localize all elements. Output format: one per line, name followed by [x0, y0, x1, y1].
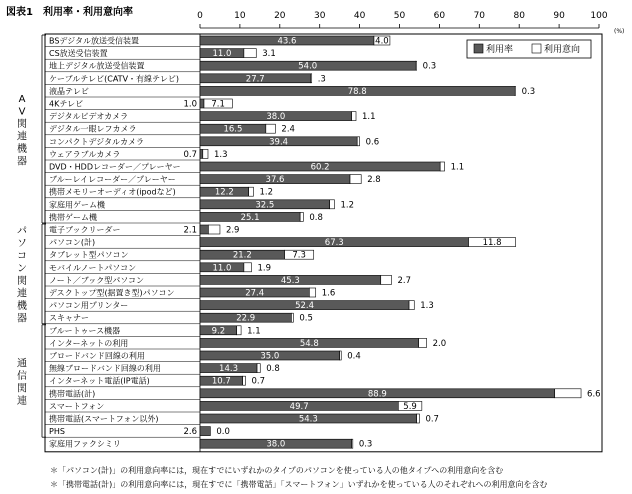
- usage-label-12: 12.2: [214, 187, 234, 198]
- usage-bar-31: [200, 427, 210, 436]
- intent-label-17: 7.3: [292, 250, 306, 261]
- category-label-12: 携帯メモリーオーディオ(ipodなど): [49, 187, 176, 197]
- legend-swatch-usage: [474, 44, 483, 53]
- category-label-7: デジタル一眼レフカメラ: [49, 124, 137, 134]
- usage-label-25: 35.0: [260, 351, 280, 362]
- x-tick-label-2: 20: [274, 11, 286, 21]
- usage-label-26: 14.3: [219, 364, 238, 375]
- group-label-1: パソコン関連機器: [17, 226, 27, 325]
- category-label-18: モバイルノートパソコン: [49, 263, 137, 273]
- usage-label-8: 39.4: [269, 137, 289, 148]
- usage-label-0: 43.6: [277, 36, 297, 47]
- intent-bar-28: [555, 389, 581, 398]
- intent-bar-6: [352, 112, 356, 121]
- category-label-19: ノート／ブック型パソコン: [49, 275, 145, 285]
- intent-label-27: 0.7: [251, 376, 266, 387]
- usage-label-24: 54.8: [299, 338, 319, 349]
- intent-bar-25: [340, 351, 342, 360]
- usage-label-2: 54.0: [298, 61, 318, 72]
- intent-label-31: 0.0: [216, 427, 230, 438]
- intent-label-26: 0.8: [266, 364, 280, 375]
- intent-bar-30: [417, 414, 420, 423]
- usage-label-21: 52.4: [295, 301, 315, 312]
- intent-label-5: 7.1: [211, 99, 225, 110]
- category-label-26: 無線ブロードバンド回線の利用: [49, 364, 161, 374]
- category-label-9: ウェアラブルカメラ: [49, 149, 121, 159]
- legend-label-usage: 利用率: [486, 45, 514, 55]
- footnote-1: ＊「パソコン(計)」の利用意向率には，現在すでにいずれかのタイプのパソコンを使っている人の他タイプへの利用意向を含む: [50, 466, 504, 475]
- intent-bar-7: [266, 124, 276, 133]
- intent-label-4: 0.3: [521, 86, 536, 97]
- intent-label-30: 0.7: [425, 414, 439, 425]
- usage-label-13: 32.5: [255, 200, 275, 211]
- intent-bar-4: [514, 86, 515, 95]
- usage-label-27: 10.7: [211, 376, 231, 387]
- intent-label-28: 6.6: [587, 389, 601, 400]
- usage-label-6: 38.0: [266, 112, 286, 123]
- intent-label-19: 2.7: [397, 275, 412, 286]
- category-label-30: 携帯電話(スマートフォン以外): [49, 414, 159, 424]
- usage-label-18: 11.0: [212, 263, 232, 274]
- x-tick-label-8: 80: [513, 11, 525, 21]
- category-label-22: スキャナー: [49, 313, 89, 323]
- intent-bar-12: [249, 187, 254, 196]
- intent-label-24: 2.0: [432, 338, 447, 349]
- intent-bar-22: [291, 313, 293, 322]
- usage-label-28: 88.9: [367, 389, 387, 400]
- usage-label-31: 2.6: [183, 427, 197, 438]
- group-label-0: A V 関連機器: [17, 93, 27, 168]
- intent-label-2: 0.3: [422, 61, 437, 72]
- usage-label-29: 49.7: [289, 401, 309, 412]
- usage-label-9: 0.7: [183, 149, 197, 160]
- intent-bar-2: [415, 61, 416, 70]
- x-tick-label-0: 0: [197, 11, 203, 21]
- x-tick-label-3: 30: [313, 11, 326, 21]
- usage-bar-9: [200, 149, 203, 158]
- intent-bar-18: [244, 263, 252, 272]
- x-tick-label-1: 10: [234, 11, 246, 21]
- category-label-20: デスクトップ型(据置き型)パソコン: [49, 288, 175, 298]
- category-label-4: 液晶テレビ: [49, 86, 89, 96]
- category-label-5: 4Kテレビ: [49, 99, 84, 109]
- figure-title: 図表1 利用率・利用意向率: [6, 7, 133, 18]
- usage-label-16: 67.3: [324, 238, 344, 249]
- x-tick-label-6: 60: [433, 11, 446, 21]
- intent-bar-27: [243, 376, 246, 385]
- category-label-25: ブロードバンド回線の利用: [49, 351, 145, 361]
- intent-label-18: 1.9: [257, 263, 272, 274]
- intent-label-12: 1.2: [259, 187, 273, 198]
- x-tick-label-4: 40: [353, 11, 366, 21]
- intent-label-6: 1.1: [362, 112, 376, 123]
- intent-label-3: .3: [317, 74, 326, 85]
- intent-label-11: 2.8: [367, 175, 381, 186]
- category-label-6: デジタルビデオカメラ: [49, 112, 129, 122]
- x-unit-label: (%): [614, 28, 625, 35]
- intent-label-22: 0.5: [299, 313, 313, 324]
- category-label-21: パソコン用プリンター: [49, 301, 129, 311]
- intent-label-29: 5.9: [403, 401, 417, 412]
- x-tick-label-9: 90: [553, 11, 565, 21]
- category-label-23: ブルートゥース機器: [49, 326, 121, 336]
- intent-bar-24: [419, 338, 427, 347]
- category-label-2: 地上デジタル放送受信装置: [49, 61, 145, 71]
- category-label-27: インターネット電話(IP電話): [49, 376, 150, 386]
- category-label-3: ケーブルテレビ(CATV・有線テレビ): [49, 74, 179, 84]
- x-tick-label-7: 70: [473, 11, 486, 21]
- category-label-28: 携帯電話(計): [49, 389, 96, 399]
- intent-label-0: 4.0: [375, 36, 389, 47]
- legend-label-intent: 利用意向: [544, 45, 581, 55]
- intent-label-8: 0.6: [365, 137, 380, 148]
- intent-bar-10: [440, 162, 444, 171]
- intent-bar-21: [409, 301, 414, 310]
- category-label-32: 家庭用ファクシミリ: [49, 439, 121, 449]
- intent-bar-23: [237, 326, 241, 335]
- intent-label-7: 2.4: [281, 124, 295, 135]
- intent-label-32: 0.3: [358, 439, 373, 450]
- category-label-14: 携帯ゲーム機: [49, 212, 97, 222]
- intent-label-23: 1.1: [247, 326, 261, 337]
- intent-label-1: 3.1: [262, 49, 276, 60]
- usage-label-30: 54.3: [298, 414, 318, 425]
- category-label-11: ブルーレイレコーダー／プレーヤー: [49, 175, 176, 185]
- intent-label-15: 2.9: [225, 225, 240, 236]
- usage-label-22: 22.9: [236, 313, 256, 324]
- x-tick-label-5: 50: [393, 11, 406, 21]
- intent-label-10: 1.1: [450, 162, 465, 173]
- intent-label-9: 1.3: [213, 149, 228, 160]
- usage-label-19: 45.3: [280, 275, 300, 286]
- intent-label-13: 1.2: [340, 200, 354, 211]
- footnote-2: ＊「携帯電話(計)」の利用意向率には，現在すでに「携帯電話」「スマートフォン」いずれかを使っている人のそれぞれへの利用意向を含む: [50, 480, 548, 489]
- category-label-8: コンパクトデジタルカメラ: [49, 137, 144, 147]
- usage-label-20: 27.4: [245, 288, 265, 299]
- category-label-1: CS放送受信装置: [49, 49, 108, 59]
- usage-label-32: 38.0: [266, 439, 286, 450]
- usage-label-4: 78.8: [347, 86, 367, 97]
- usage-label-5: 1.0: [183, 99, 197, 110]
- usage-label-15: 2.1: [183, 225, 197, 236]
- intent-bar-1: [244, 49, 256, 58]
- intent-bar-3: [311, 74, 312, 83]
- category-label-31: PHS: [49, 427, 65, 437]
- category-label-29: スマートフォン: [49, 401, 105, 411]
- usage-label-7: 16.5: [223, 124, 243, 135]
- usage-label-1: 11.0: [212, 49, 232, 60]
- intent-bar-26: [257, 364, 260, 373]
- usage-bar-15: [200, 225, 208, 234]
- intent-label-14: 0.8: [309, 212, 323, 223]
- category-label-24: インターネットの利用: [49, 338, 129, 348]
- intent-bar-11: [350, 175, 361, 184]
- usage-label-17: 21.2: [232, 250, 252, 261]
- intent-bar-19: [381, 275, 392, 284]
- group-label-2: 通信関連: [17, 358, 27, 407]
- usage-label-3: 27.7: [245, 74, 265, 85]
- x-tick-label-10: 100: [590, 11, 608, 21]
- intent-label-25: 0.4: [347, 351, 361, 362]
- intent-bar-8: [357, 137, 359, 146]
- intent-bar-14: [300, 212, 303, 221]
- usage-label-14: 25.1: [240, 212, 260, 223]
- usage-bar-5: [200, 99, 204, 108]
- usage-label-10: 60.2: [310, 162, 330, 173]
- intent-bar-32: [352, 439, 353, 448]
- intent-label-20: 1.6: [321, 288, 336, 299]
- intent-label-21: 1.3: [420, 301, 434, 312]
- intent-bar-13: [330, 200, 335, 209]
- category-label-15: 電子ブックリーダー: [49, 225, 121, 235]
- category-label-10: DVD・HDDレコーダー／プレーヤー: [49, 162, 181, 172]
- category-label-13: 家庭用ゲーム機: [49, 200, 105, 210]
- category-label-17: タブレット型パソコン: [49, 250, 129, 260]
- intent-label-16: 11.8: [482, 238, 502, 249]
- intent-bar-15: [208, 225, 220, 234]
- usage-label-11: 37.6: [265, 175, 285, 186]
- usage-label-23: 9.2: [211, 326, 226, 337]
- category-label-0: BSデジタル放送受信装置: [49, 36, 139, 46]
- intent-bar-9: [203, 149, 208, 158]
- intent-bar-20: [309, 288, 315, 297]
- category-label-16: パソコン(計): [49, 238, 96, 248]
- legend-swatch-intent: [532, 44, 541, 53]
